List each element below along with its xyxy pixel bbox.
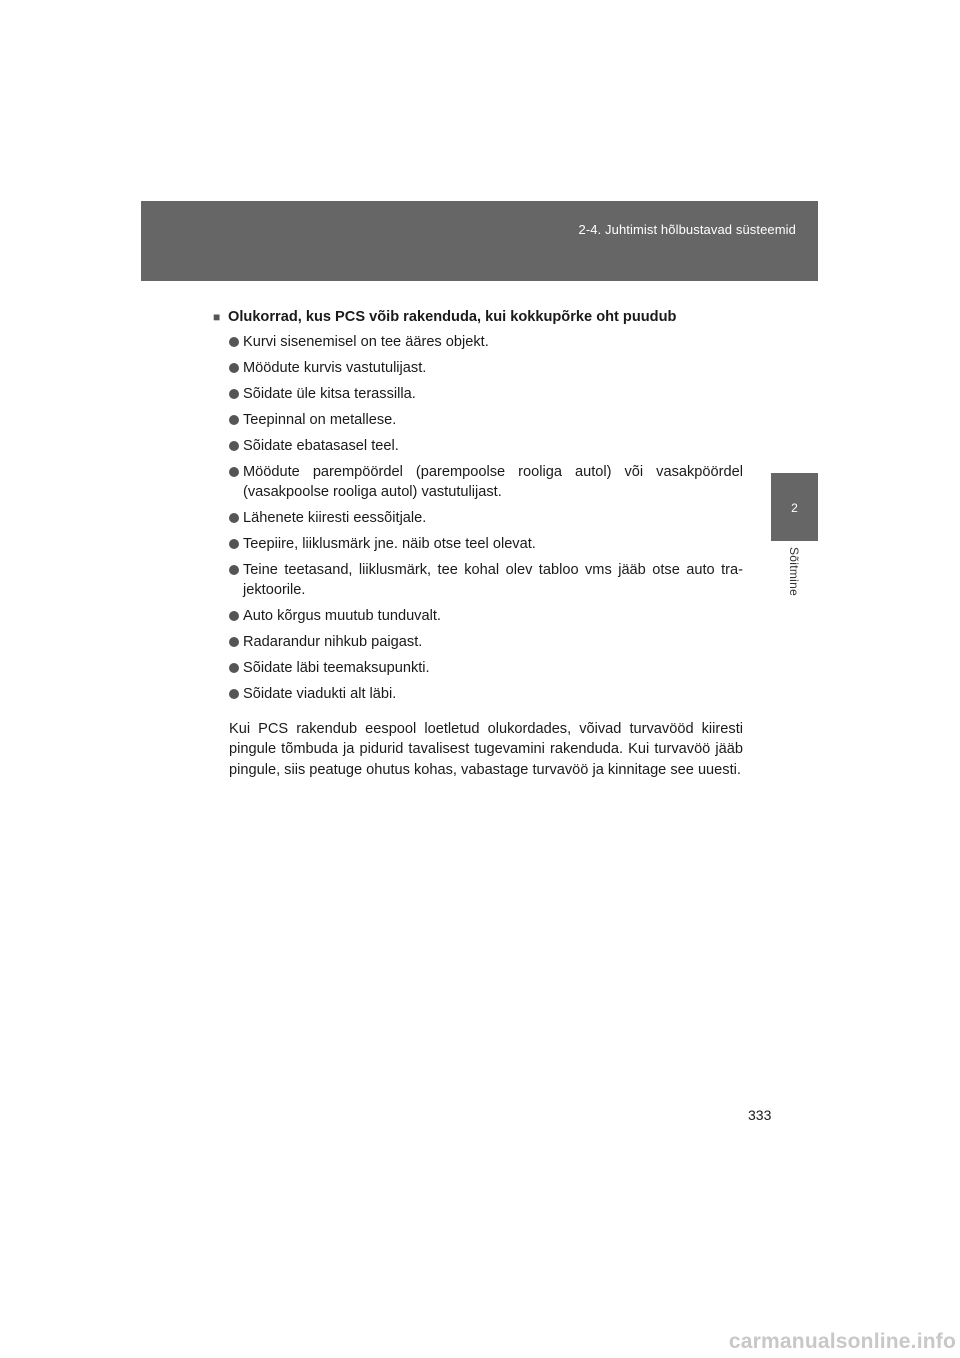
list-item: [229, 508, 743, 528]
circle-bullet-icon: [229, 467, 239, 477]
list-item-text: Sõidate ebatasasel teel.: [243, 438, 399, 454]
circle-bullet-icon: [229, 637, 239, 647]
list-item-text: Möödute kurvis vastutulijast.: [243, 360, 427, 376]
chapter-label: Sõitmine: [787, 547, 801, 597]
list-item: [229, 560, 743, 600]
list-item: [229, 534, 743, 554]
list-item: [229, 384, 743, 404]
section-heading-text: Olukorrad, kus PCS võib rakenduda, kui kokkupõrke oht puudub: [228, 309, 677, 325]
circle-bullet-icon: [229, 441, 239, 451]
chapter-tab-number: [771, 473, 818, 541]
main-content: [213, 306, 743, 795]
page-number: 333: [748, 1107, 772, 1123]
circle-bullet-icon: [229, 565, 239, 575]
watermark: carmanualsonline.info: [728, 1330, 956, 1353]
list-item-text: Radarandur nihkub paigast.: [243, 634, 423, 650]
list-item: [229, 658, 743, 678]
circle-bullet-icon: [229, 363, 239, 373]
chapter-number: 2: [791, 501, 798, 515]
list-item: [229, 332, 743, 352]
list-item-text: Teine teetasand, liiklusmärk, tee kohal olev tabloo vms jääb otse auto tra-jektoorile.: [243, 562, 743, 598]
circle-bullet-icon: [229, 513, 239, 523]
list-item-text: Sõidate üle kitsa terassilla.: [243, 386, 416, 402]
list-item-text: Auto kõrgus muutub tunduvalt.: [243, 608, 441, 624]
chapter-tab-label: [771, 541, 818, 613]
list-item-text: Teepinnal on metallese.: [243, 412, 397, 428]
list-item-text: Lähenete kiiresti eessõitjale.: [243, 510, 427, 526]
circle-bullet-icon: [229, 337, 239, 347]
circle-bullet-icon: [229, 415, 239, 425]
circle-bullet-icon: [229, 663, 239, 673]
list-item: [229, 358, 743, 378]
situation-list: [213, 332, 743, 704]
list-item: [229, 606, 743, 626]
list-item: [229, 410, 743, 430]
circle-bullet-icon: [229, 539, 239, 549]
chapter-title: 2-4. Juhtimist hõlbustavad süsteemid: [578, 222, 796, 237]
chapter-header-bar: [141, 201, 818, 281]
circle-bullet-icon: [229, 611, 239, 621]
list-item-text: Sõidate viadukti alt läbi.: [243, 686, 397, 702]
circle-bullet-icon: [229, 389, 239, 399]
list-item: [229, 462, 743, 502]
section-heading: [213, 306, 743, 328]
list-item: [229, 632, 743, 652]
list-item-text: Sõidate läbi teemaksupunkti.: [243, 660, 430, 676]
list-item: [229, 684, 743, 704]
list-item-text: Kurvi sisenemisel on tee ääres objekt.: [243, 334, 489, 350]
circle-bullet-icon: [229, 689, 239, 699]
list-item: [229, 436, 743, 456]
list-item-text: Möödute parempöördel (parempoolse rooliga autol) või vasakpöördel (vasakpoolse rooliga autol) vastutulijast.: [243, 464, 743, 500]
list-item-text: Teepiire, liiklusmärk jne. näib otse teel olevat.: [243, 536, 536, 552]
note-paragraph: Kui PCS rakendub eespool loetletud olukordades, võivad turvavööd kiiresti pingule tõmbuda ja pidurid tavalisest tugevamini rakenduda. Kui turvavöö jääb pingule, siis peatuge ohutus kohas, vabastage turvavöö ja kinnitage see uuesti.: [229, 720, 743, 778]
square-bullet-icon: ■: [213, 310, 221, 324]
